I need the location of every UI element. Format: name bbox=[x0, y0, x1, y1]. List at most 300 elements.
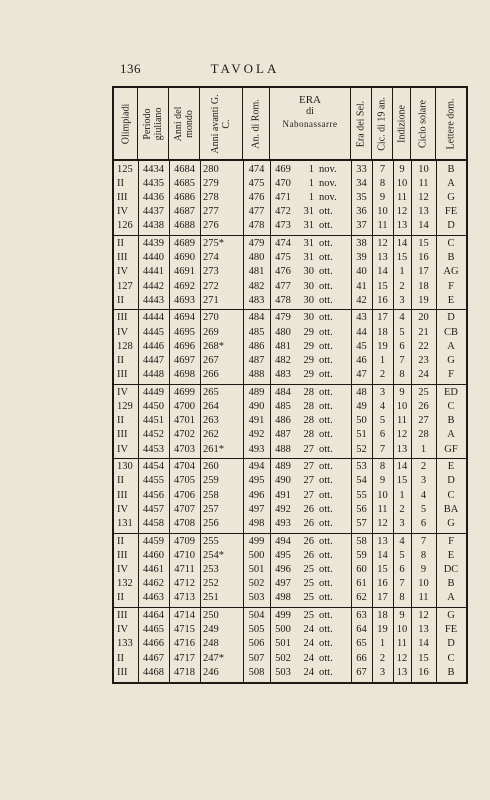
cell-era-anno: 481 bbox=[275, 340, 291, 352]
cell-indizione: 12 bbox=[396, 429, 408, 441]
cell-periodo-giuliano: 4462 bbox=[143, 578, 164, 590]
cell-periodo-giuliano: 4456 bbox=[143, 489, 164, 501]
cell-anno-avanti: 251 bbox=[203, 592, 219, 604]
cell-era-anno: 477 bbox=[275, 280, 291, 292]
cell-indizione: 8 bbox=[399, 369, 405, 381]
cell-ciclo-solare: 18 bbox=[418, 280, 429, 292]
cell-ciclo-solare: 8 bbox=[420, 549, 427, 561]
cell-era-seleucidi: 66 bbox=[356, 652, 367, 664]
cell-era-giorno: 1 bbox=[308, 177, 314, 189]
cell-anno-mondo: 4689 bbox=[174, 237, 195, 249]
cell-era-giorno: 31 bbox=[303, 206, 314, 218]
cell-periodo-giuliano: 4464 bbox=[143, 609, 164, 621]
cell-anno-mondo: 4693 bbox=[174, 294, 195, 306]
header-anni-avanti bbox=[200, 88, 243, 159]
header-periodo-giuliano-label: Periodo giuliano bbox=[142, 107, 164, 140]
cell-era-giorno: 26 bbox=[303, 535, 314, 547]
cell-anno-avanti: 262 bbox=[203, 429, 219, 441]
cell-era-seleucidi: 58 bbox=[356, 535, 367, 547]
cell-lettera-domenicale: A bbox=[447, 429, 455, 441]
cell-era-giorno: 24 bbox=[303, 652, 314, 664]
cell-era-mese: ott. bbox=[319, 220, 333, 232]
cell-anno-mondo: 4715 bbox=[174, 624, 195, 636]
cell-indizione: 9 bbox=[399, 609, 405, 621]
cell-anno-mondo: 4694 bbox=[174, 312, 195, 324]
cell-ciclo-solare: 12 bbox=[418, 609, 429, 621]
cell-lettera-domenicale: G bbox=[447, 609, 455, 621]
cell-periodo-giuliano: 4465 bbox=[143, 624, 164, 636]
cell-era-giorno: 25 bbox=[303, 609, 314, 621]
cell-ciclo-solare: 16 bbox=[418, 666, 429, 678]
cell-era-anno: 500 bbox=[275, 624, 291, 636]
era-name: Nabonassarre bbox=[282, 119, 338, 129]
cell-era-seleucidi: 47 bbox=[356, 369, 367, 381]
era-heading bbox=[270, 94, 350, 130]
cell-olimpiade: IV bbox=[117, 563, 129, 575]
cell-era-giorno: 26 bbox=[303, 549, 314, 561]
cell-anno-roma: 503 bbox=[248, 592, 265, 604]
cell-indizione: 7 bbox=[399, 354, 405, 366]
cell-indizione: 12 bbox=[396, 206, 408, 218]
cell-era-seleucidi: 33 bbox=[356, 163, 367, 175]
era-di: di bbox=[306, 106, 314, 117]
cell-anno-avanti: 264 bbox=[203, 400, 219, 412]
cell-anno-roma: 501 bbox=[248, 563, 265, 575]
cell-era-mese: ott. bbox=[319, 237, 333, 249]
cell-anno-avanti: 263 bbox=[203, 415, 219, 427]
cell-lettera-domenicale: F bbox=[448, 535, 454, 547]
cell-ciclo-lunare: 7 bbox=[379, 443, 386, 455]
cell-ciclo-lunare: 10 bbox=[377, 489, 388, 501]
cell-era-giorno: 28 bbox=[303, 386, 314, 398]
cell-era-anno: 484 bbox=[275, 386, 291, 398]
cell-anno-avanti: 258 bbox=[203, 489, 219, 501]
cell-era-mese: ott. bbox=[319, 206, 333, 218]
header-an-di-rom-label: An. di Rom. bbox=[250, 98, 262, 149]
cell-indizione: 10 bbox=[396, 624, 408, 636]
cell-anno-avanti: 273 bbox=[203, 266, 219, 278]
cell-anno-avanti: 275* bbox=[203, 237, 224, 249]
cell-era-mese: nov. bbox=[319, 191, 337, 203]
cell-era-anno: 470 bbox=[275, 177, 291, 189]
cell-era-seleucidi: 39 bbox=[356, 252, 367, 264]
cell-anno-roma: 504 bbox=[248, 609, 265, 621]
cell-anno-avanti: 269 bbox=[203, 326, 219, 338]
cell-era-seleucidi: 36 bbox=[356, 206, 367, 218]
cell-periodo-giuliano: 4439 bbox=[143, 237, 164, 249]
header-anni-mondo-label: Anni del mondo bbox=[173, 106, 195, 141]
cell-anno-roma: 499 bbox=[248, 535, 265, 547]
cell-periodo-giuliano: 4463 bbox=[143, 592, 164, 604]
cell-olimpiade: III bbox=[117, 666, 128, 678]
cell-anno-roma: 489 bbox=[248, 386, 265, 398]
cell-era-anno: 482 bbox=[275, 354, 291, 366]
cell-anno-avanti: 259 bbox=[203, 475, 219, 487]
cell-lettera-domenicale: BA bbox=[443, 503, 459, 515]
cell-era-giorno: 29 bbox=[303, 340, 314, 352]
cell-indizione: 2 bbox=[399, 280, 405, 292]
cell-ciclo-solare: 7 bbox=[420, 535, 427, 547]
cell-era-giorno: 29 bbox=[303, 369, 314, 381]
cell-ciclo-lunare: 14 bbox=[377, 549, 388, 561]
cell-periodo-giuliano: 4443 bbox=[143, 294, 164, 306]
cell-era-giorno: 27 bbox=[303, 475, 314, 487]
cell-era-mese: ott. bbox=[319, 326, 333, 338]
cell-era-giorno: 28 bbox=[303, 429, 314, 441]
cell-era-mese: ott. bbox=[319, 652, 333, 664]
cell-olimpiade: III bbox=[117, 489, 128, 501]
cell-ciclo-solare: 4 bbox=[420, 489, 427, 501]
cell-indizione: 6 bbox=[399, 563, 405, 575]
cell-era-giorno: 31 bbox=[303, 237, 314, 249]
header-era-nabonassarre bbox=[270, 88, 351, 159]
cell-anno-avanti: 260 bbox=[203, 461, 219, 473]
cell-anno-avanti: 267 bbox=[203, 354, 219, 366]
cell-anno-mondo: 4704 bbox=[174, 461, 195, 473]
cell-ciclo-lunare: 3 bbox=[379, 386, 386, 398]
cell-ciclo-solare: 26 bbox=[418, 400, 429, 412]
cell-era-mese: ott. bbox=[319, 386, 333, 398]
cell-anno-roma: 494 bbox=[248, 461, 265, 473]
cell-lettera-domenicale: D bbox=[447, 220, 455, 232]
cell-era-seleucidi: 67 bbox=[356, 666, 367, 678]
cell-era-giorno: 26 bbox=[303, 503, 314, 515]
cell-ciclo-lunare: 8 bbox=[379, 461, 386, 473]
cell-anno-mondo: 4690 bbox=[174, 252, 195, 264]
cell-era-giorno: 28 bbox=[303, 400, 314, 412]
cell-era-giorno: 27 bbox=[303, 489, 314, 501]
cell-periodo-giuliano: 4458 bbox=[143, 517, 164, 529]
cell-era-mese: nov. bbox=[319, 163, 337, 175]
cell-olimpiade: 132 bbox=[117, 578, 133, 590]
cell-olimpiade: 127 bbox=[117, 280, 133, 292]
cell-olimpiade: 131 bbox=[117, 517, 133, 529]
cell-era-seleucidi: 37 bbox=[356, 220, 367, 232]
cell-indizione: 14 bbox=[396, 237, 408, 249]
cell-indizione: 7 bbox=[399, 578, 405, 590]
cell-ciclo-lunare: 18 bbox=[377, 326, 388, 338]
cell-ciclo-lunare: 12 bbox=[377, 517, 388, 529]
cell-era-anno: 473 bbox=[275, 220, 291, 232]
cell-era-giorno: 30 bbox=[303, 280, 314, 292]
cell-era-mese: ott. bbox=[319, 609, 333, 621]
page-number: 136 bbox=[120, 61, 141, 76]
cell-era-giorno: 24 bbox=[303, 638, 314, 650]
cell-ciclo-solare: 19 bbox=[418, 294, 429, 306]
cell-indizione: 13 bbox=[396, 443, 408, 455]
cell-anno-mondo: 4702 bbox=[174, 429, 195, 441]
cell-anno-roma: 483 bbox=[248, 294, 265, 306]
cell-era-anno: 497 bbox=[275, 578, 291, 590]
cell-era-anno: 475 bbox=[275, 252, 291, 264]
cell-olimpiade: II bbox=[117, 294, 124, 306]
cell-lettera-domenicale: D bbox=[447, 312, 455, 324]
cell-lettera-domenicale: B bbox=[447, 415, 455, 427]
cell-era-seleucidi: 49 bbox=[356, 400, 367, 412]
cell-anno-roma: 506 bbox=[248, 638, 265, 650]
cell-anno-roma: 481 bbox=[248, 266, 265, 278]
cell-anno-mondo: 4688 bbox=[174, 220, 195, 232]
group-separator bbox=[114, 607, 466, 608]
cell-anno-mondo: 4706 bbox=[174, 489, 195, 501]
cell-era-seleucidi: 45 bbox=[356, 340, 367, 352]
cell-anno-avanti: 248 bbox=[203, 638, 219, 650]
cell-ciclo-solare: 10 bbox=[418, 578, 429, 590]
cell-era-anno: 503 bbox=[275, 666, 291, 678]
cell-anno-avanti: 278 bbox=[203, 191, 219, 203]
cell-periodo-giuliano: 4434 bbox=[143, 163, 164, 175]
cell-periodo-giuliano: 4467 bbox=[143, 652, 164, 664]
cell-lettera-domenicale: C bbox=[447, 652, 455, 664]
cell-era-giorno: 29 bbox=[303, 326, 314, 338]
cell-era-mese: ott. bbox=[319, 400, 333, 412]
cell-era-seleucidi: 52 bbox=[356, 443, 367, 455]
cell-anno-mondo: 4710 bbox=[174, 549, 195, 561]
cell-olimpiade: IV bbox=[117, 206, 129, 218]
cell-era-anno: 479 bbox=[275, 312, 291, 324]
cell-anno-roma: 498 bbox=[248, 517, 265, 529]
cell-era-mese: ott. bbox=[319, 549, 333, 561]
header-indizione-label: Indizione bbox=[396, 104, 407, 143]
cell-lettera-domenicale: A bbox=[447, 177, 455, 189]
cell-indizione: 2 bbox=[399, 503, 405, 515]
cell-periodo-giuliano: 4447 bbox=[143, 354, 164, 366]
cell-lettera-domenicale: B bbox=[447, 163, 455, 175]
cell-era-seleucidi: 53 bbox=[356, 461, 367, 473]
cell-era-anno: 489 bbox=[275, 461, 291, 473]
cell-indizione: 8 bbox=[399, 592, 405, 604]
cell-anno-roma: 493 bbox=[248, 443, 265, 455]
cell-ciclo-lunare: 11 bbox=[377, 503, 388, 515]
cell-anno-mondo: 4709 bbox=[174, 535, 195, 547]
cell-era-giorno: 30 bbox=[303, 312, 314, 324]
cell-era-anno: 498 bbox=[275, 592, 291, 604]
cell-ciclo-lunare: 4 bbox=[379, 400, 386, 412]
cell-lettera-domenicale: F bbox=[448, 280, 454, 292]
cell-era-mese: ott. bbox=[319, 252, 333, 264]
cell-era-anno: 490 bbox=[275, 475, 291, 487]
group-separator bbox=[114, 309, 466, 310]
cell-ciclo-lunare: 10 bbox=[377, 206, 388, 218]
cell-anno-avanti: 279 bbox=[203, 177, 219, 189]
cell-lettera-domenicale: C bbox=[447, 400, 455, 412]
cell-periodo-giuliano: 4444 bbox=[143, 312, 164, 324]
cell-anno-avanti: 247* bbox=[203, 652, 224, 664]
cell-era-mese: ott. bbox=[319, 461, 333, 473]
cell-periodo-giuliano: 4449 bbox=[143, 386, 164, 398]
cell-era-mese: ott. bbox=[319, 578, 333, 590]
cell-ciclo-solare: 12 bbox=[418, 191, 429, 203]
cell-era-mese: ott. bbox=[319, 535, 333, 547]
cell-ciclo-lunare: 17 bbox=[377, 312, 388, 324]
cell-lettera-domenicale: D bbox=[447, 475, 455, 487]
cell-era-giorno: 24 bbox=[303, 666, 314, 678]
header-ciclo-solare bbox=[411, 88, 436, 159]
header-olimpiadi-label: Olimpiadi bbox=[120, 103, 131, 144]
cell-era-seleucidi: 65 bbox=[356, 638, 367, 650]
cell-lettera-domenicale: A bbox=[447, 592, 455, 604]
header-an-di-rom bbox=[243, 88, 270, 159]
cell-indizione: 4 bbox=[399, 312, 405, 324]
cell-era-mese: ott. bbox=[319, 666, 333, 678]
cell-indizione: 5 bbox=[399, 326, 405, 338]
cell-indizione: 1 bbox=[399, 489, 405, 501]
cell-anno-roma: 490 bbox=[248, 400, 265, 412]
cell-olimpiade: II bbox=[117, 237, 124, 249]
cell-era-seleucidi: 51 bbox=[356, 429, 367, 441]
header-lettere-dom-label: Lettere dom. bbox=[445, 97, 457, 150]
group-separator bbox=[114, 533, 466, 534]
cell-lettera-domenicale: F bbox=[448, 369, 454, 381]
cell-anno-avanti: 268* bbox=[203, 340, 224, 352]
cell-anno-avanti: 265 bbox=[203, 386, 219, 398]
cell-era-anno: 478 bbox=[275, 294, 291, 306]
cell-era-giorno: 25 bbox=[303, 592, 314, 604]
cell-era-anno: 471 bbox=[275, 191, 291, 203]
cell-periodo-giuliano: 4438 bbox=[143, 220, 164, 232]
cell-anno-mondo: 4714 bbox=[174, 609, 195, 621]
cell-lettera-domenicale: E bbox=[447, 294, 455, 306]
cell-era-anno: 476 bbox=[275, 266, 291, 278]
cell-anno-roma: 475 bbox=[248, 177, 265, 189]
table-header bbox=[114, 88, 466, 161]
cell-anno-avanti: 274 bbox=[203, 252, 219, 264]
cell-periodo-giuliano: 4436 bbox=[143, 191, 164, 203]
cell-era-seleucidi: 63 bbox=[356, 609, 367, 621]
cell-anno-avanti: 261* bbox=[203, 443, 224, 455]
cell-era-mese: ott. bbox=[319, 312, 333, 324]
cell-era-giorno: 29 bbox=[303, 354, 314, 366]
cell-anno-roma: 505 bbox=[248, 624, 265, 636]
cell-anno-avanti: 255 bbox=[203, 535, 219, 547]
cell-ciclo-lunare: 19 bbox=[377, 340, 388, 352]
cell-anno-roma: 486 bbox=[248, 340, 265, 352]
cell-lettera-domenicale: ED bbox=[444, 386, 458, 398]
cell-era-anno: 485 bbox=[275, 400, 291, 412]
cell-anno-mondo: 4698 bbox=[174, 369, 195, 381]
cell-era-mese: ott. bbox=[319, 517, 333, 529]
cell-era-seleucidi: 35 bbox=[356, 191, 367, 203]
cell-ciclo-lunare: 1 bbox=[379, 638, 386, 650]
group-separator bbox=[114, 458, 466, 459]
cell-anno-mondo: 4699 bbox=[174, 386, 195, 398]
cell-anno-roma: 474 bbox=[248, 163, 265, 175]
cell-anno-avanti: 276 bbox=[203, 220, 219, 232]
cell-periodo-giuliano: 4445 bbox=[143, 326, 164, 338]
cell-era-seleucidi: 59 bbox=[356, 549, 367, 561]
cell-olimpiade: III bbox=[117, 609, 128, 621]
cell-ciclo-solare: 25 bbox=[418, 386, 429, 398]
cell-ciclo-lunare: 2 bbox=[379, 369, 386, 381]
cell-era-anno: 494 bbox=[275, 535, 291, 547]
cell-anno-mondo: 4718 bbox=[174, 666, 195, 678]
cell-lettera-domenicale: E bbox=[447, 549, 455, 561]
cell-periodo-giuliano: 4440 bbox=[143, 252, 164, 264]
header-cic-lunare bbox=[372, 88, 393, 159]
cell-era-giorno: 31 bbox=[303, 220, 314, 232]
cell-era-mese: ott. bbox=[319, 563, 333, 575]
header-indizione bbox=[393, 88, 411, 159]
cell-ciclo-lunare: 16 bbox=[377, 294, 388, 306]
cell-olimpiade: IV bbox=[117, 443, 129, 455]
cell-era-anno: 483 bbox=[275, 369, 291, 381]
cell-ciclo-solare: 15 bbox=[418, 652, 429, 664]
cell-lettera-domenicale: FE bbox=[444, 206, 458, 218]
cell-era-anno: 493 bbox=[275, 517, 291, 529]
cell-era-seleucidi: 40 bbox=[356, 266, 367, 278]
header-era-sel-label: Era dei Sel. bbox=[355, 100, 367, 147]
cell-era-anno: 499 bbox=[275, 609, 291, 621]
cell-olimpiade: IV bbox=[117, 624, 129, 636]
cell-indizione: 5 bbox=[399, 549, 405, 561]
cell-periodo-giuliano: 4466 bbox=[143, 638, 164, 650]
cell-indizione: 11 bbox=[396, 638, 408, 650]
cell-ciclo-lunare: 1 bbox=[379, 354, 386, 366]
cell-indizione: 1 bbox=[399, 266, 405, 278]
cell-olimpiade: II bbox=[117, 535, 124, 547]
cell-indizione: 9 bbox=[399, 163, 405, 175]
cell-ciclo-lunare: 7 bbox=[379, 163, 386, 175]
header-periodo-giuliano bbox=[138, 88, 169, 159]
cell-era-giorno: 27 bbox=[303, 461, 314, 473]
cell-anno-avanti: 277 bbox=[203, 206, 219, 218]
header-anni-avanti-label: Anni avanti G. C. bbox=[210, 93, 232, 154]
cell-era-giorno: 24 bbox=[303, 624, 314, 636]
cell-lettera-domenicale: A bbox=[447, 340, 455, 352]
group-separator bbox=[114, 384, 466, 385]
cell-ciclo-solare: 15 bbox=[418, 237, 429, 249]
cell-periodo-giuliano: 4446 bbox=[143, 340, 164, 352]
cell-anno-avanti: 250 bbox=[203, 609, 219, 621]
cell-era-giorno: 26 bbox=[303, 517, 314, 529]
cell-indizione: 3 bbox=[399, 294, 405, 306]
cell-anno-mondo: 4700 bbox=[174, 400, 195, 412]
cell-anno-roma: 500 bbox=[248, 549, 265, 561]
cell-ciclo-lunare: 9 bbox=[379, 191, 386, 203]
cell-periodo-giuliano: 4451 bbox=[143, 415, 164, 427]
cell-anno-mondo: 4696 bbox=[174, 340, 195, 352]
cell-ciclo-solare: 13 bbox=[418, 206, 429, 218]
cell-ciclo-lunare: 13 bbox=[377, 252, 388, 264]
cell-olimpiade: III bbox=[117, 191, 128, 203]
cell-ciclo-solare: 13 bbox=[418, 624, 429, 636]
cell-ciclo-lunare: 5 bbox=[379, 415, 386, 427]
table-body bbox=[114, 161, 466, 682]
cell-anno-roma: 480 bbox=[248, 252, 265, 264]
cell-olimpiade: II bbox=[117, 475, 124, 487]
cell-indizione: 13 bbox=[396, 220, 408, 232]
cell-olimpiade: III bbox=[117, 369, 128, 381]
cell-era-mese: ott. bbox=[319, 266, 333, 278]
cell-anno-mondo: 4711 bbox=[174, 563, 195, 575]
cell-era-anno: 474 bbox=[275, 237, 291, 249]
cell-anno-mondo: 4687 bbox=[174, 206, 195, 218]
cell-ciclo-solare: 3 bbox=[420, 475, 427, 487]
cell-anno-mondo: 4716 bbox=[174, 638, 195, 650]
cell-ciclo-lunare: 9 bbox=[379, 475, 386, 487]
cell-era-seleucidi: 54 bbox=[356, 475, 367, 487]
era-title: ERA bbox=[299, 94, 321, 106]
cell-ciclo-solare: 10 bbox=[418, 163, 429, 175]
cell-anno-mondo: 4697 bbox=[174, 354, 195, 366]
cell-era-seleucidi: 64 bbox=[356, 624, 367, 636]
cell-era-seleucidi: 42 bbox=[356, 294, 367, 306]
cell-periodo-giuliano: 4450 bbox=[143, 400, 164, 412]
cell-anno-roma: 496 bbox=[248, 489, 265, 501]
cell-era-seleucidi: 38 bbox=[356, 237, 367, 249]
cell-era-mese: ott. bbox=[319, 443, 333, 455]
cell-ciclo-solare: 17 bbox=[418, 266, 429, 278]
